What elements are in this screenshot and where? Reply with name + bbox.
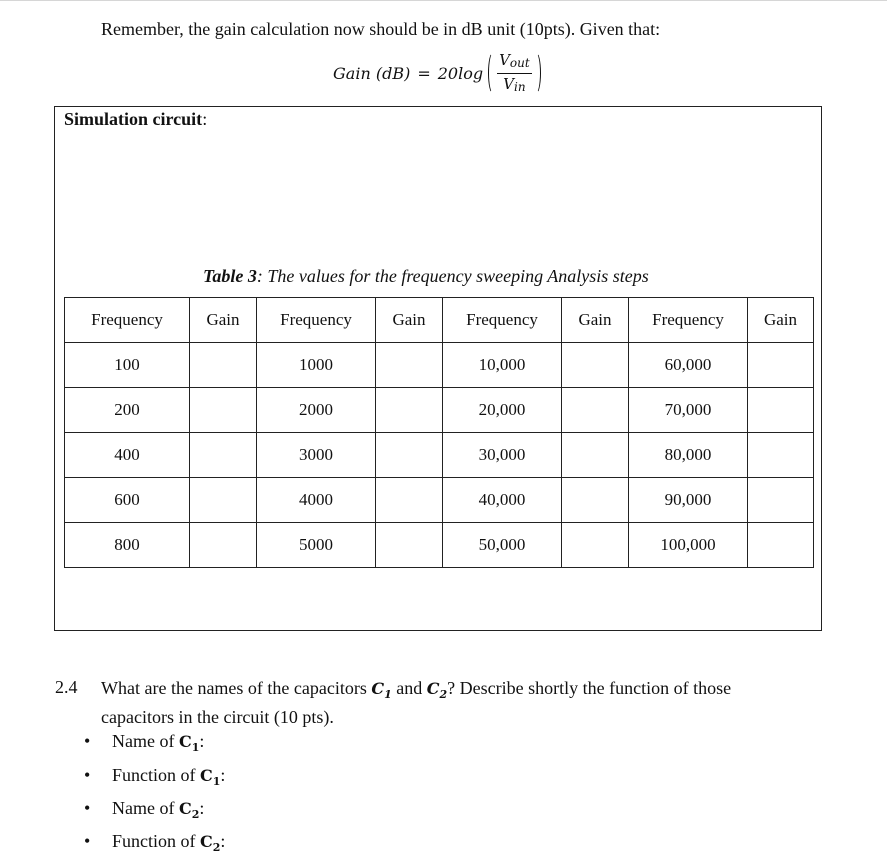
frequency-cell: 90,000 (629, 478, 748, 523)
header-frequency: Frequency (257, 298, 376, 343)
gain-cell[interactable] (748, 343, 814, 388)
frequency-cell: 400 (65, 433, 190, 478)
frequency-cell: 800 (65, 523, 190, 568)
table-header-row (65, 298, 814, 343)
bullet-name-c2: Name of $C_2$: (112, 798, 205, 822)
gain-cell[interactable] (190, 433, 257, 478)
formula-lhs: Gain (dB) (333, 63, 411, 83)
formula-log: 20log (437, 63, 484, 83)
formula-left-paren (488, 52, 498, 94)
formula-fraction (497, 51, 532, 96)
gain-cell[interactable] (376, 388, 443, 433)
table-row (65, 523, 814, 568)
question-text (101, 677, 731, 728)
formula-equals: = (417, 63, 431, 83)
gain-cell[interactable] (376, 343, 443, 388)
gain-cell[interactable] (748, 478, 814, 523)
gain-cell[interactable] (748, 388, 814, 433)
frequency-cell: 80,000 (629, 433, 748, 478)
bullet-item (84, 731, 90, 752)
bullet-dot: • (84, 731, 91, 751)
intro-paragraph: Remember, the gain calculation now should be in dB unit (10pts). Given that: (101, 19, 661, 39)
gain-formula (333, 48, 544, 98)
page-top-divider (0, 0, 887, 1)
header-gain: Gain (562, 298, 629, 343)
frequency-cell: 40,000 (443, 478, 562, 523)
gain-cell[interactable] (190, 343, 257, 388)
bullet-item (84, 831, 90, 852)
gain-cell[interactable] (562, 523, 629, 568)
question-number: 2.4 (55, 677, 78, 697)
gain-cell[interactable] (376, 523, 443, 568)
gain-cell[interactable] (190, 523, 257, 568)
question-line-2: capacitors in the circuit (10 pts). (101, 707, 334, 728)
bullet-dot: • (84, 831, 91, 851)
frequency-table (64, 297, 814, 568)
frequency-cell: 4000 (257, 478, 376, 523)
header-frequency: Frequency (629, 298, 748, 343)
bullet-dot: • (84, 765, 91, 785)
table-row (65, 343, 814, 388)
table-row (65, 388, 814, 433)
c1-symbol: $C_1$ (371, 679, 392, 702)
header-gain: Gain (190, 298, 257, 343)
frequency-cell: 3000 (257, 433, 376, 478)
bullet-dot: • (84, 798, 91, 818)
gain-cell[interactable] (562, 433, 629, 478)
gain-cell[interactable] (562, 388, 629, 433)
frequency-cell: 60,000 (629, 343, 748, 388)
bullet-name-c1: Name of $C_1$: (112, 731, 205, 755)
gain-cell[interactable] (376, 433, 443, 478)
gain-cell[interactable] (190, 478, 257, 523)
table-caption: Table 3: The values for the frequency sweeping Analysis steps (203, 266, 649, 286)
bullet-item (84, 765, 90, 786)
gain-cell[interactable] (562, 343, 629, 388)
simulation-label: Simulation circuit: (64, 109, 208, 129)
frequency-cell: 100 (65, 343, 190, 388)
frequency-cell: 600 (65, 478, 190, 523)
header-frequency: Frequency (443, 298, 562, 343)
gain-cell[interactable] (748, 433, 814, 478)
gain-cell[interactable] (562, 478, 629, 523)
bullet-function-c2: Function of $C_2$: (112, 831, 226, 855)
c2-symbol: $C_2$ (426, 679, 448, 702)
table-row (65, 433, 814, 478)
frequency-cell: 2000 (257, 388, 376, 433)
header-frequency: Frequency (65, 298, 190, 343)
bullet-function-c1: Function of $C_1$: (112, 765, 226, 789)
frequency-cell: 30,000 (443, 433, 562, 478)
frequency-cell: 5000 (257, 523, 376, 568)
frequency-cell: 10,000 (443, 343, 562, 388)
question-line-1: What are the names of the capacitors $C_1$ and $C_2$? Describe shortly the function of those (101, 678, 732, 702)
frequency-cell: 20,000 (443, 388, 562, 433)
frequency-cell: 1000 (257, 343, 376, 388)
formula-denominator: $V_{in}$ (503, 74, 526, 94)
gain-cell[interactable] (190, 388, 257, 433)
formula-right-paren (531, 52, 541, 94)
frequency-cell: 200 (65, 388, 190, 433)
gain-cell[interactable] (748, 523, 814, 568)
table-row (65, 478, 814, 523)
bullet-item (84, 798, 90, 819)
formula-numerator: $V_{out}$ (497, 51, 532, 74)
frequency-cell: 100,000 (629, 523, 748, 568)
frequency-cell: 70,000 (629, 388, 748, 433)
gain-cell[interactable] (376, 478, 443, 523)
header-gain: Gain (748, 298, 814, 343)
frequency-cell: 50,000 (443, 523, 562, 568)
header-gain: Gain (376, 298, 443, 343)
